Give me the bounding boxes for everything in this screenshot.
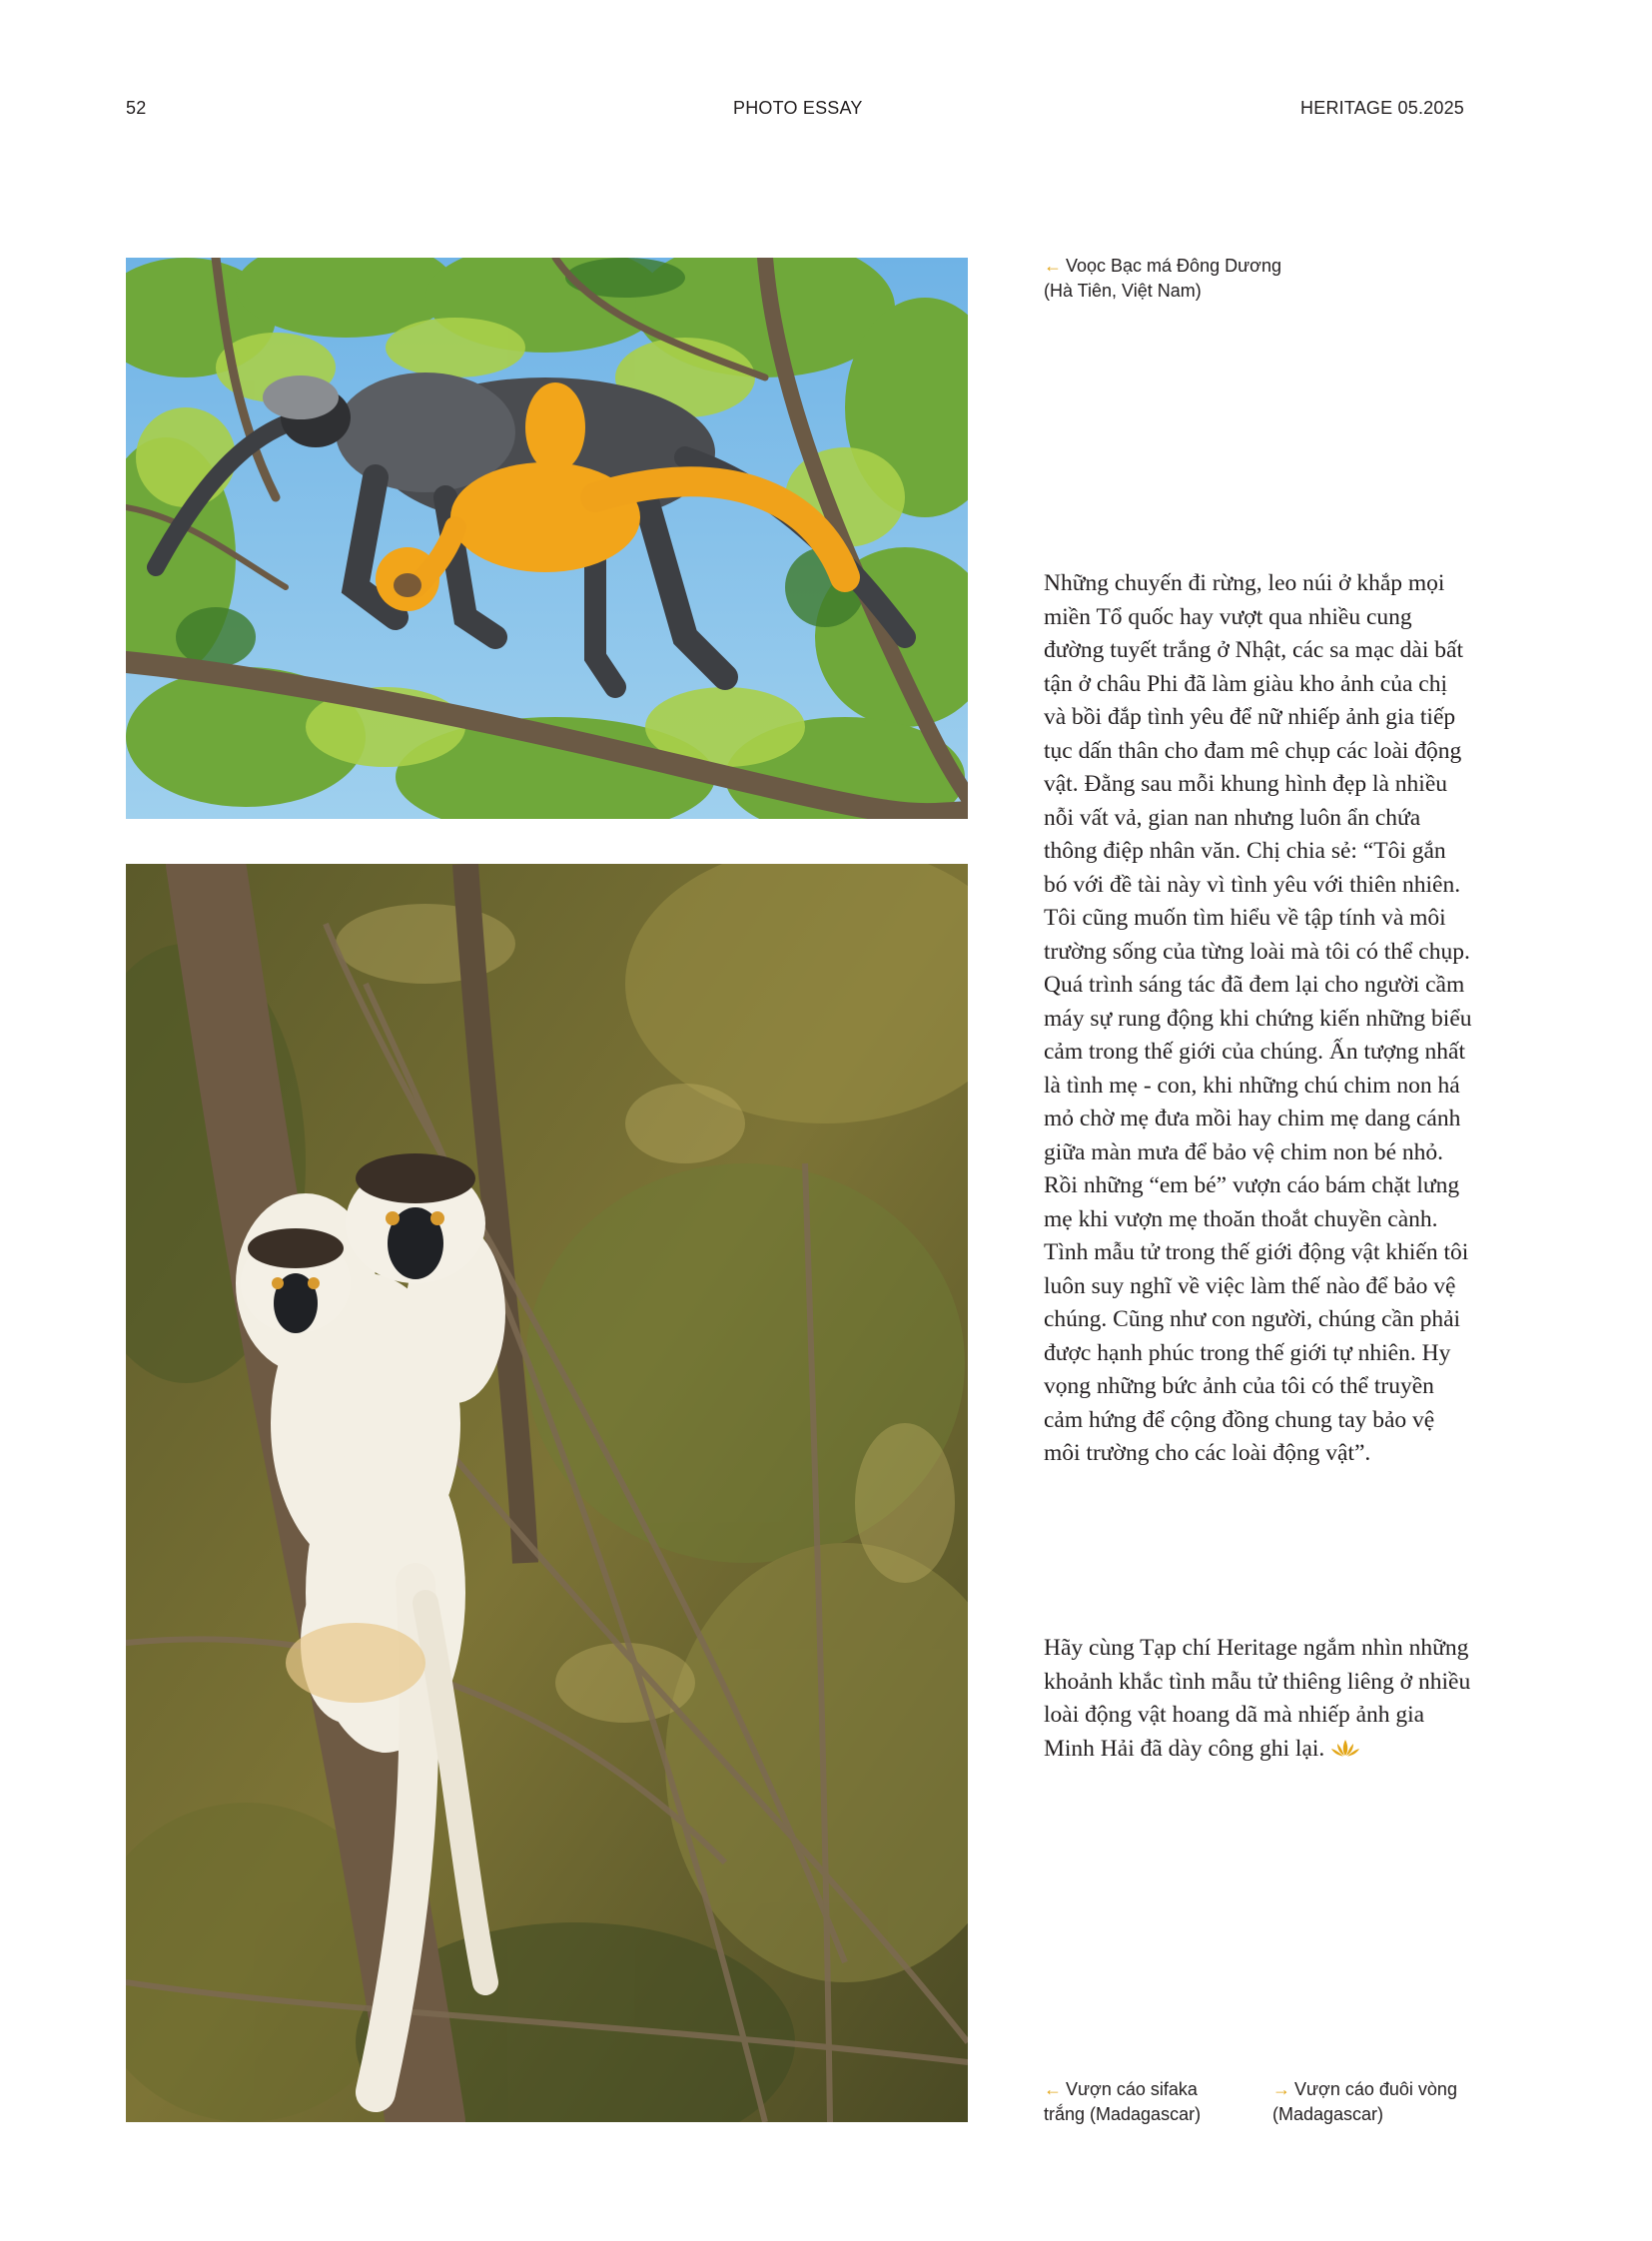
langur-photo xyxy=(126,258,968,819)
page-number: 52 xyxy=(126,98,147,118)
caption-langur-line1: Voọc Bạc má Đông Dương xyxy=(1066,256,1281,276)
essay-paragraph-1: Những chuyến đi rừng, leo núi ở khắp mọi miền Tổ quốc hay vượt qua nhiều cung đường tuyết trắng ở Nhật, các sa mạc dài bất tận ở châu Phi đã làm giàu kho ảnh của chị và bồi đắp tình yêu để nữ nhiếp ảnh gia tiếp tục dấn thân cho đam mê chụp các loài động vật. Đằng sau mỗi khung hình đẹp là nhiều nỗi vất vả, gian nan nhưng luôn ẩn chứa thông điệp nhân văn. Chị chia sẻ: “Tôi gắn bó với đề tài này vì tình yêu với thiên nhiên. Tôi cũng muốn tìm hiểu về tập tính và môi trường sống của từng loài mà tôi có thể chụp. Quá trình sáng tác đã đem lại cho người cầm máy sự rung động khi chứng kiến những biểu cảm trong thế giới của chúng. Ấn tượng nhất là tình mẹ - con, khi những chú chim non há mỏ chờ mẹ đưa mồi hay chim mẹ dang cánh giữa màn mưa để bảo vệ chim non bé nhỏ. Rồi những “em bé” vượn cáo bám chặt lưng mẹ khi vượn mẹ thoăn thoắt chuyền cành. Tình mẫu tử trong thế giới động vật khiến tôi luôn suy nghĩ về việc làm thế nào để bảo vệ chúng. Cũng như con người, chúng cần phải được hạnh phúc trong thế giới tự nhiên. Hy vọng những bức ảnh của tôi có thể truyền cảm hứng để cộng đồng chung tay bảo vệ môi trường cho các loài động vật”. xyxy=(1044,570,1472,1466)
caption-sifaka xyxy=(1044,2077,1253,2127)
lotus-icon xyxy=(1330,1735,1360,1769)
section-title: PHOTO ESSAY xyxy=(733,98,863,118)
caption-sifaka-line1: Vượn cáo sifaka xyxy=(1066,2079,1198,2099)
caption-langur-line2: (Hà Tiên, Việt Nam) xyxy=(1044,281,1202,301)
caption-ringtail xyxy=(1272,2077,1492,2127)
issue-label: HERITAGE 05.2025 xyxy=(1300,98,1464,118)
arrow-left-icon: ← xyxy=(1044,256,1062,276)
essay-paragraph-2: Hãy cùng Tạp chí Heritage ngắm nhìn những khoảnh khắc tình mẫu tử thiêng liêng ở nhiều loài động vật hoang dã mà nhiếp ảnh gia Minh Hải đã dày công ghi lại. xyxy=(1044,1635,1471,1762)
caption-langur xyxy=(1044,254,1343,304)
arrow-left-icon: ← xyxy=(1044,2079,1062,2099)
caption-ringtail-line2: (Madagascar) xyxy=(1272,2104,1384,2124)
caption-sifaka-line2: trắng (Madagascar) xyxy=(1044,2104,1202,2124)
essay-paragraph-2-container xyxy=(1044,1632,1475,1768)
sifaka-photo xyxy=(126,864,968,2122)
arrow-right-icon: → xyxy=(1272,2079,1290,2099)
caption-ringtail-line1: Vượn cáo đuôi vòng xyxy=(1294,2079,1457,2099)
